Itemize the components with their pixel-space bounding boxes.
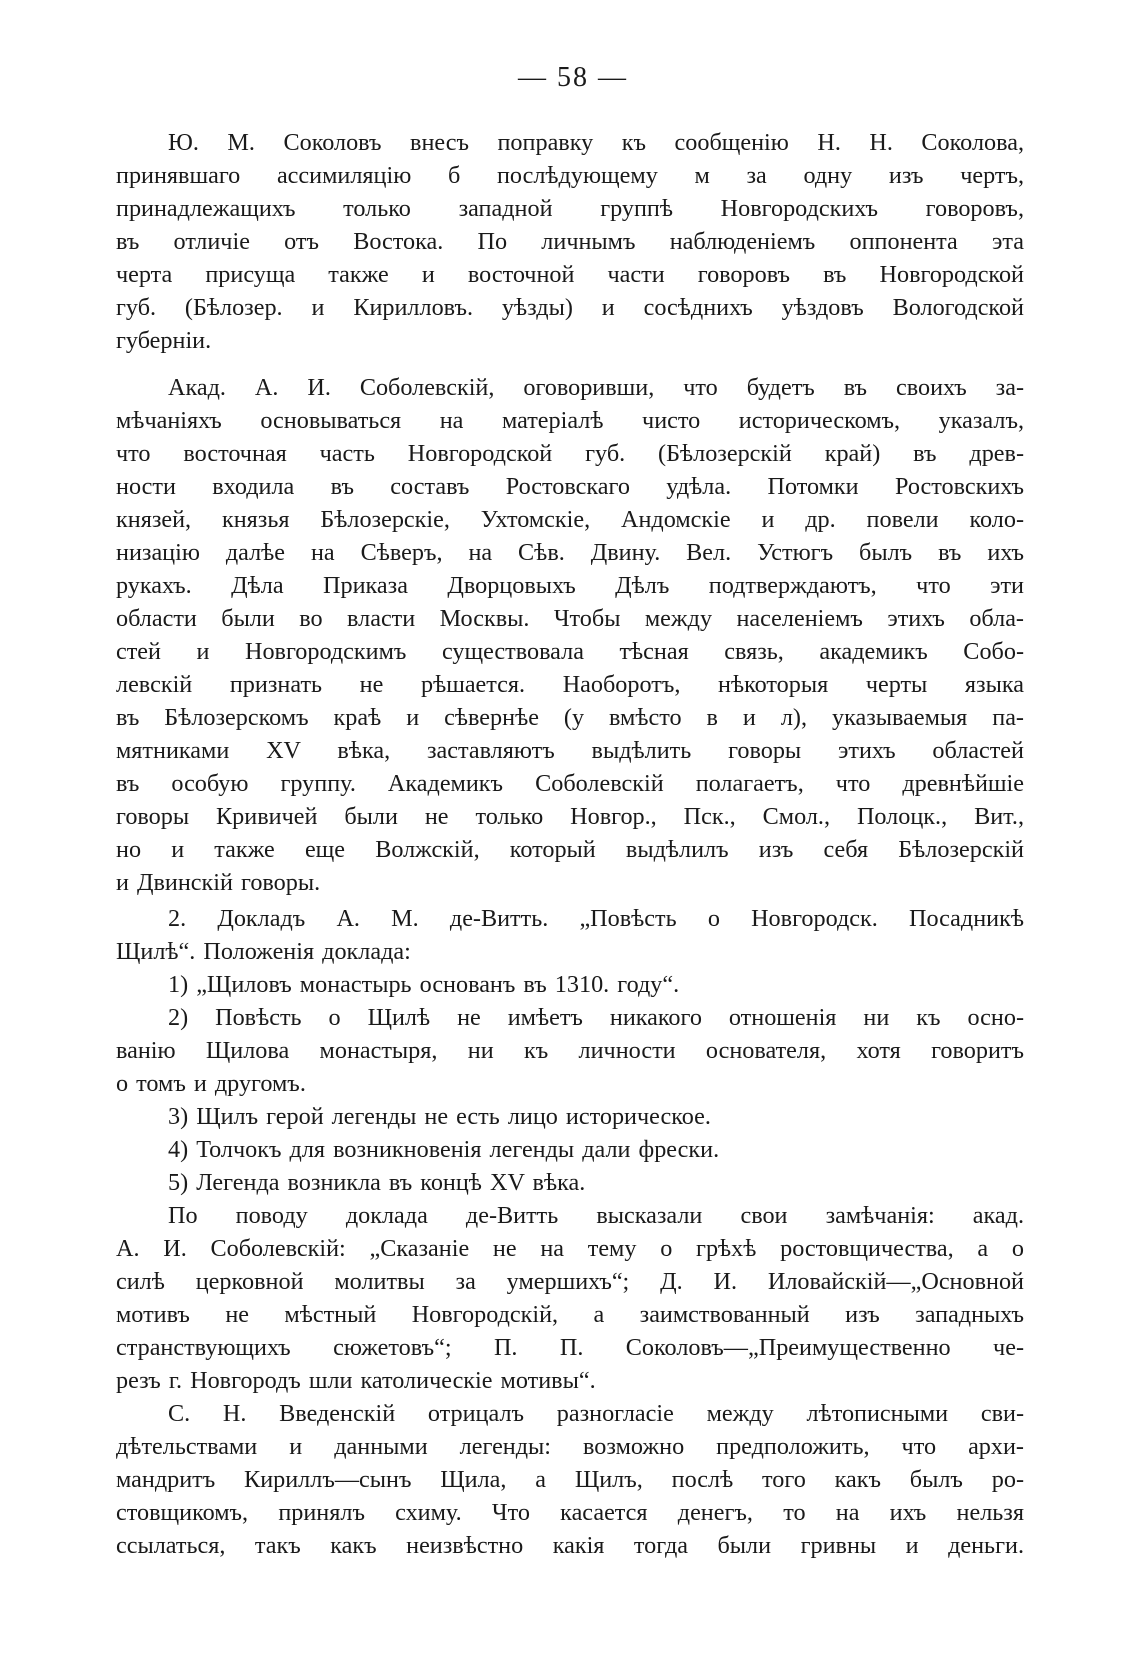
text-line: о томъ и другомъ.: [116, 1070, 306, 1097]
text-line: губ. (Бѣлозер. и Кирилловъ. уѣзды) и сосѣднихъ уѣздовъ Вологодской: [116, 294, 1024, 321]
text-line: мятниками XV вѣка, заставляютъ выдѣлить говоры этихъ областей: [116, 737, 1024, 764]
text-line: 1) „Щиловъ монастырь основанъ въ 1310. году“.: [168, 971, 680, 998]
text-line: но и также еще Волжскій, который выдѣлилъ изъ себя Бѣлозерскій: [116, 836, 1024, 863]
text-line: принявшаго ассимиляцію б послѣдующему м за одну изъ чертъ,: [116, 162, 1024, 189]
text-line: что восточная часть Новгородской губ. (Бѣлозерскій край) въ древ-: [116, 440, 1024, 467]
text-line: странствующихъ сюжетовъ“; П. П. Соколовъ—„Преимущественно че-: [116, 1334, 1024, 1361]
text-line: ванію Щилова монастыря, ни къ личности основателя, хотя говоритъ: [116, 1037, 1024, 1064]
text-line: черта присуща также и восточной части говоровъ въ Новгородской: [116, 261, 1024, 288]
text-line: 2. Докладъ А. М. де-Витть. „Повѣсть о Новгородск. Посадникѣ: [168, 905, 1024, 932]
text-line: въ особую группу. Академикъ Соболевскій полагаетъ, что древнѣйшіе: [116, 770, 1024, 797]
text-line: силѣ церковной молитвы за умершихъ“; Д. И. Иловайскій—„Основной: [116, 1268, 1024, 1295]
text-line: стей и Новгородскимъ существовала тѣсная связь, академикъ Собо-: [116, 638, 1024, 665]
text-line: резъ г. Новгородъ шли католическіе мотивы“.: [116, 1367, 596, 1394]
text-line: Щилѣ“. Положенія доклада:: [116, 938, 411, 965]
text-line: низацію далѣе на Сѣверъ, на Сѣв. Двину. Вел. Устюгъ былъ въ ихъ: [116, 539, 1024, 566]
text-line: А. И. Соболевскій: „Сказаніе не на тему о грѣхѣ ростовщичества, а о: [116, 1235, 1024, 1262]
text-line: 2) Повѣсть о Щилѣ не имѣетъ никакого отношенія ни къ осно-: [168, 1004, 1024, 1031]
text-line: левскій признать не рѣшается. Наоборотъ, нѣкоторыя черты языка: [116, 671, 1024, 698]
text-line: мандритъ Кириллъ—сынъ Щила, а Щилъ, послѣ того какъ былъ ро-: [116, 1466, 1024, 1493]
text-line: 4) Толчокъ для возникновенія легенды дали фрески.: [168, 1136, 720, 1163]
text-line: С. Н. Введенскій отрицалъ разногласіе между лѣтописными сви-: [168, 1400, 1024, 1427]
text-line: дѣтельствами и данными легенды: возможно предположить, что архи-: [116, 1433, 1024, 1460]
text-line: 3) Щилъ герой легенды не есть лицо историческое.: [168, 1103, 711, 1130]
text-line: князей, князья Бѣлозерскіе, Ухтомскіе, Андомскіе и др. повели коло-: [116, 506, 1024, 533]
text-line: области были во власти Москвы. Чтобы между населеніемъ этихъ обла-: [116, 605, 1024, 632]
paragraph-sobolevsky-remark: [116, 371, 1024, 899]
text-line: въ отличіе отъ Востока. По личнымъ наблюденіемъ оппонента эта: [116, 228, 1024, 255]
text-line: въ Бѣлозерскомъ краѣ и сѣвернѣе (у вмѣсто в и л), указываемыя па-: [116, 704, 1024, 731]
text-line: Акад. А. И. Соболевскій, оговоривши, что будетъ въ своихъ за-: [168, 374, 1024, 401]
text-line: говоры Кривичей были не только Новгор., Пск., Смол., Полоцк., Вит.,: [116, 803, 1024, 830]
text-line: стовщикомъ, принялъ схиму. Что касается денегъ, то на ихъ нельзя: [116, 1499, 1024, 1526]
text-line: Ю. М. Соколовъ внесъ поправку къ сообщенію Н. Н. Соколова,: [168, 129, 1024, 156]
page-number: — 58 —: [518, 62, 628, 93]
text-line: 5) Легенда возникла въ концѣ XV вѣка.: [168, 1169, 586, 1196]
text-line: ссылаться, такъ какъ неизвѣстно какія тогда были гривны и деньги.: [116, 1532, 1024, 1559]
text-line: принадлежащихъ только западной группѣ Новгородскихъ говоровъ,: [116, 195, 1024, 222]
text-line: мѣчаніяхъ основываться на матеріалѣ чисто историческомъ, указалъ,: [116, 407, 1024, 434]
text-line: ности входила въ составъ Ростовскаго удѣла. Потомки Ростовскихъ: [116, 473, 1024, 500]
paragraph-sokolov-remark: [116, 126, 1024, 357]
text-line: По поводу доклада де-Витть высказали свои замѣчанія: акад.: [168, 1202, 1024, 1229]
text-line: и Двинскій говоры.: [116, 869, 321, 896]
text-line: мотивъ не мѣстный Новгородскій, а заимствованный изъ западныхъ: [116, 1301, 1024, 1328]
text-line: рукахъ. Дѣла Приказа Дворцовыхъ Дѣлъ подтверждаютъ, что эти: [116, 572, 1024, 599]
paragraph-de-vitt-report: [116, 902, 1024, 1562]
text-line: губерніи.: [116, 327, 212, 354]
